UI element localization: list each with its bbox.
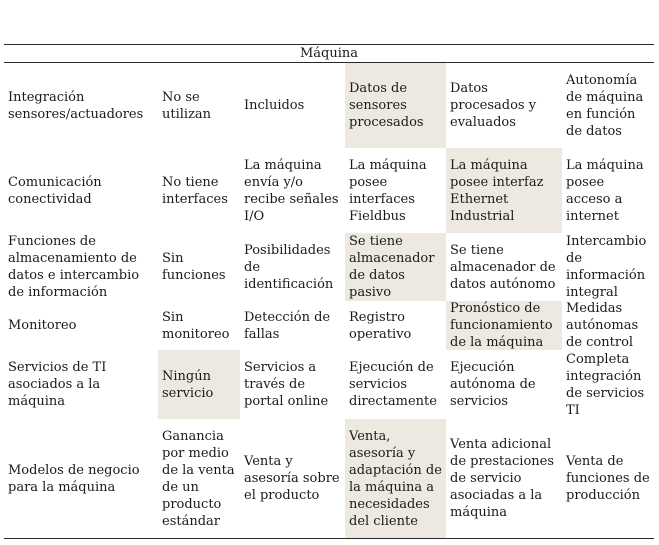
cell-text: Venta de funciones de producción bbox=[566, 454, 650, 503]
table-cell bbox=[158, 301, 240, 350]
cell-text: Medidas autónomas de control bbox=[566, 301, 639, 350]
table-cell bbox=[562, 233, 654, 301]
table-header: Máquina bbox=[299, 46, 359, 61]
table-cell bbox=[345, 350, 446, 419]
cell-text: Completa integración de servicios TI bbox=[566, 351, 645, 418]
table-cell bbox=[562, 350, 654, 419]
table-cell bbox=[345, 148, 446, 233]
table-cell bbox=[240, 419, 345, 538]
cell-text: Incluidos bbox=[244, 98, 305, 113]
table-cell bbox=[158, 233, 240, 301]
table-cell bbox=[446, 63, 562, 148]
cell-text: Venta adicional de prestaciones de servicio asociadas a la máquina bbox=[450, 437, 555, 520]
row-label-text: Funciones de almacenamiento de datos e intercambio de información bbox=[8, 234, 140, 300]
table-cell bbox=[240, 350, 345, 419]
highlighted-cell bbox=[158, 350, 240, 419]
row-label-text: Integración sensores/actuadores bbox=[8, 89, 144, 122]
row-label bbox=[4, 148, 158, 233]
cell-text: Se tiene almacenador de datos autónomo bbox=[450, 242, 556, 292]
cell-text: Ejecución de servicios directamente bbox=[349, 360, 437, 409]
table-cell bbox=[158, 419, 240, 538]
cell-text: Datos procesados y evaluados bbox=[450, 81, 537, 130]
table-cell bbox=[446, 233, 562, 301]
table-cell bbox=[562, 301, 654, 350]
table-cell bbox=[562, 419, 654, 538]
cell-text: Pronóstico de funcionamiento de la máquina bbox=[450, 301, 553, 350]
table-cell bbox=[446, 419, 562, 538]
highlighted-cell bbox=[345, 63, 446, 148]
row-label bbox=[4, 63, 158, 148]
highlighted-cell bbox=[345, 419, 446, 538]
cell-text: No tiene interfaces bbox=[162, 174, 228, 207]
cell-text: Se tiene almacenador de datos pasivo bbox=[349, 234, 435, 300]
row-label bbox=[4, 233, 158, 301]
row-label bbox=[4, 301, 158, 350]
cell-text: Servicios a través de portal online bbox=[244, 360, 329, 409]
cell-text: Ganancia por medio de la venta de un producto estándar bbox=[162, 428, 235, 529]
highlighted-cell bbox=[345, 233, 446, 301]
table-cell bbox=[158, 148, 240, 233]
cell-text: Sin monitoreo bbox=[162, 309, 230, 342]
highlighted-cell bbox=[446, 148, 562, 233]
cell-text: Ningún servicio bbox=[162, 368, 214, 401]
cell-text: Venta, asesoría y adaptación de la máquina a necesidades del cliente bbox=[349, 428, 442, 529]
table-cell bbox=[345, 301, 446, 350]
cell-text: La máquina envía y/o recibe señales I/O bbox=[244, 157, 339, 224]
table-cell bbox=[158, 63, 240, 148]
highlighted-cell bbox=[446, 301, 562, 350]
cell-text: Autonomía de máquina en función de datos bbox=[566, 72, 644, 139]
cell-text: La máquina posee acceso a internet bbox=[566, 157, 644, 224]
table-cell bbox=[562, 148, 654, 233]
row-label-text: Monitoreo bbox=[8, 318, 77, 333]
cell-text: Ejecución autónoma de servicios bbox=[450, 360, 536, 409]
cell-text: Intercambio de información integral bbox=[566, 234, 647, 300]
cell-text: No se utilizan bbox=[162, 89, 212, 122]
row-label-text: Comunicación conectividad bbox=[8, 174, 102, 207]
row-label-text: Servicios de TI asociados a la máquina bbox=[8, 360, 107, 409]
cell-text: La máquina posee interfaces Fieldbus bbox=[349, 157, 427, 224]
cell-text: Sin funciones bbox=[162, 251, 226, 283]
table-cell bbox=[240, 301, 345, 350]
cell-text: Posibilidades de identificación bbox=[244, 242, 334, 292]
row-label bbox=[4, 350, 158, 419]
cell-text: Registro operativo bbox=[349, 309, 412, 342]
cell-text: Venta y asesoría sobre el producto bbox=[244, 454, 340, 503]
cell-text: Datos de sensores procesados bbox=[349, 81, 424, 130]
table-cell bbox=[240, 148, 345, 233]
table-cell bbox=[240, 233, 345, 301]
cell-text: La máquina posee interfaz Ethernet Industrial bbox=[450, 157, 544, 224]
table-cell bbox=[446, 350, 562, 419]
bottom-rule bbox=[4, 538, 654, 539]
row-label-text: Modelos de negocio para la máquina bbox=[8, 462, 140, 495]
row-label bbox=[4, 419, 158, 538]
table-cell bbox=[240, 63, 345, 148]
cell-text: Detección de fallas bbox=[244, 309, 331, 342]
table-cell bbox=[562, 63, 654, 148]
